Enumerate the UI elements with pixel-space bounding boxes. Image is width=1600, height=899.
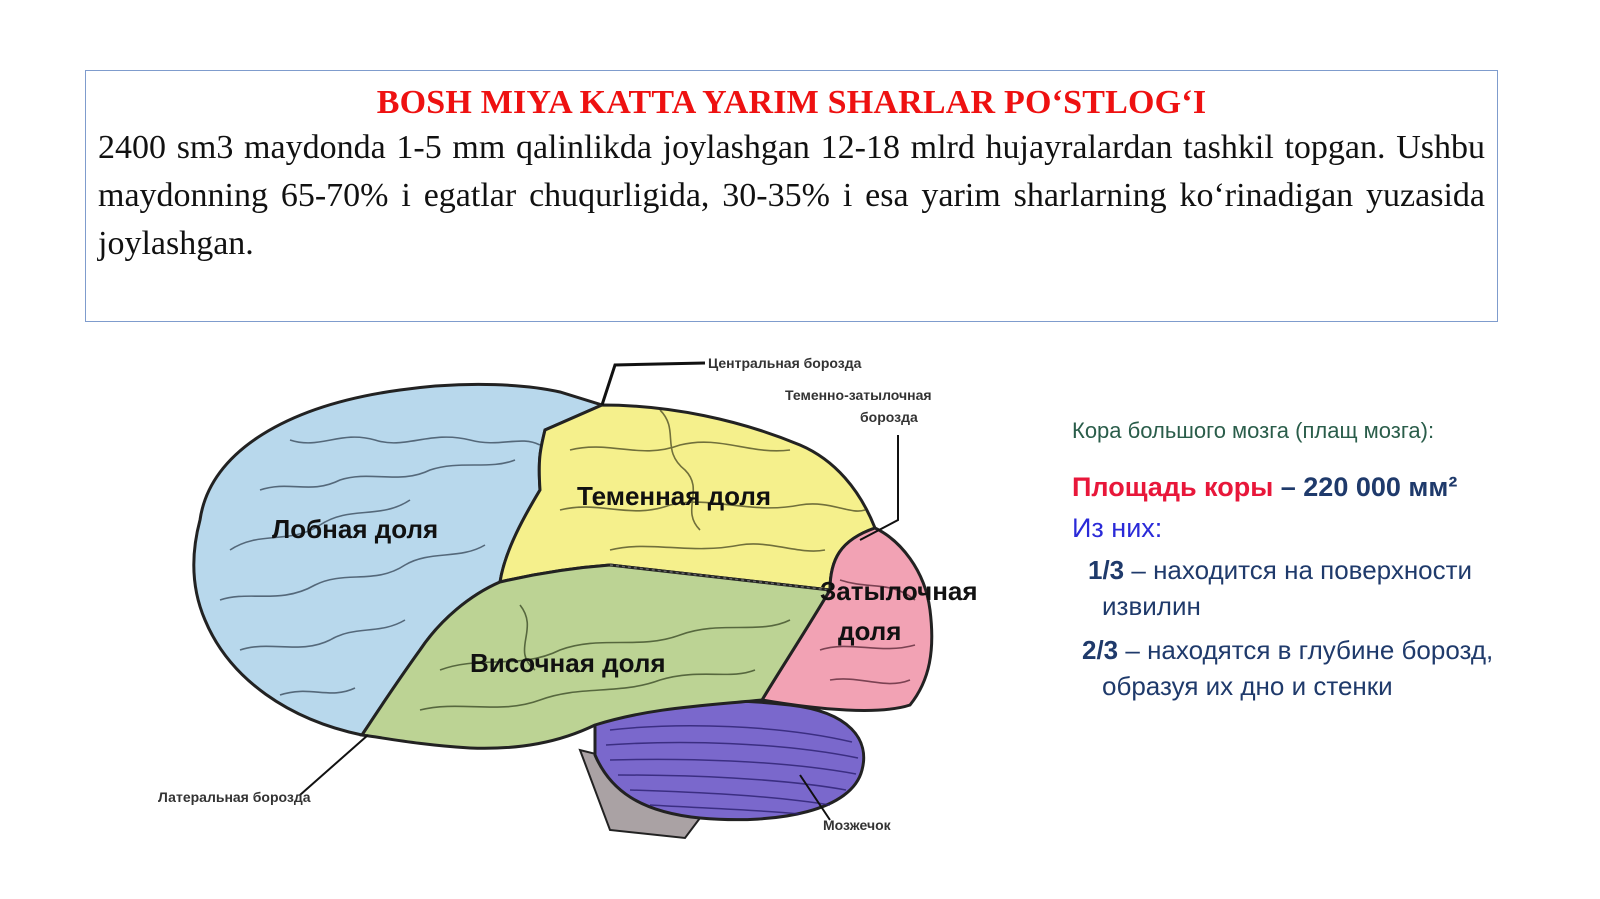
temporal-lobe-label: Височная доля bbox=[470, 648, 666, 678]
occipital-lobe-label-line2: доля bbox=[838, 616, 902, 646]
item2-fraction: 2/3 bbox=[1082, 635, 1119, 665]
occipital-lobe-label-line1: Затылочная bbox=[820, 576, 978, 606]
cortex-area bbox=[1072, 472, 1512, 503]
brain-diagram bbox=[140, 350, 1040, 850]
panel-title: Кора большого мозга (плащ мозга): bbox=[1072, 418, 1435, 443]
parieto-occipital-label-line1: Теменно-затылочная bbox=[785, 387, 932, 403]
area-label: Площадь коры bbox=[1072, 472, 1274, 502]
item1-continuation: извилин bbox=[1102, 591, 1201, 621]
item1-fraction: 1/3 bbox=[1088, 555, 1125, 585]
lateral-sulcus-label: Латеральная борозда bbox=[158, 789, 311, 805]
of-them-label: Из них: bbox=[1072, 513, 1163, 543]
slide-paragraph: 2400 sm3 maydonda 1-5 mm qalinlikda joylashgan 12-18 mlrd hujayralardan tashkil topgan. Ushbu maydonning 65-70% i egatlar chuqurligida, 30-35% i esa yarim sharlarning ko‘rinadigan yuzasida joylashgan. bbox=[98, 129, 1485, 262]
frontal-lobe-label: Лобная доля bbox=[272, 514, 439, 544]
info-panel bbox=[1072, 418, 1512, 704]
central-sulcus-label: Центральная борозда bbox=[708, 355, 862, 371]
text-box bbox=[85, 70, 1498, 322]
item2-text: – находятся в глубине борозд, bbox=[1118, 635, 1494, 665]
slide-title: BOSH MIYA KATTA YARIM SHARLAR PO‘STLOG‘I bbox=[376, 84, 1207, 121]
parieto-occipital-label-line2: борозда bbox=[860, 409, 918, 425]
area-value: – 220 000 мм² bbox=[1273, 472, 1458, 502]
item-surface bbox=[1072, 552, 1512, 624]
cerebellum-label: Мозжечок bbox=[823, 817, 891, 833]
item1-text: – находится на поверхности bbox=[1124, 555, 1473, 585]
parietal-lobe-label: Теменная доля bbox=[577, 481, 772, 511]
item2-continuation: образуя их дно и стенки bbox=[1102, 671, 1393, 701]
item-depth bbox=[1072, 632, 1512, 704]
